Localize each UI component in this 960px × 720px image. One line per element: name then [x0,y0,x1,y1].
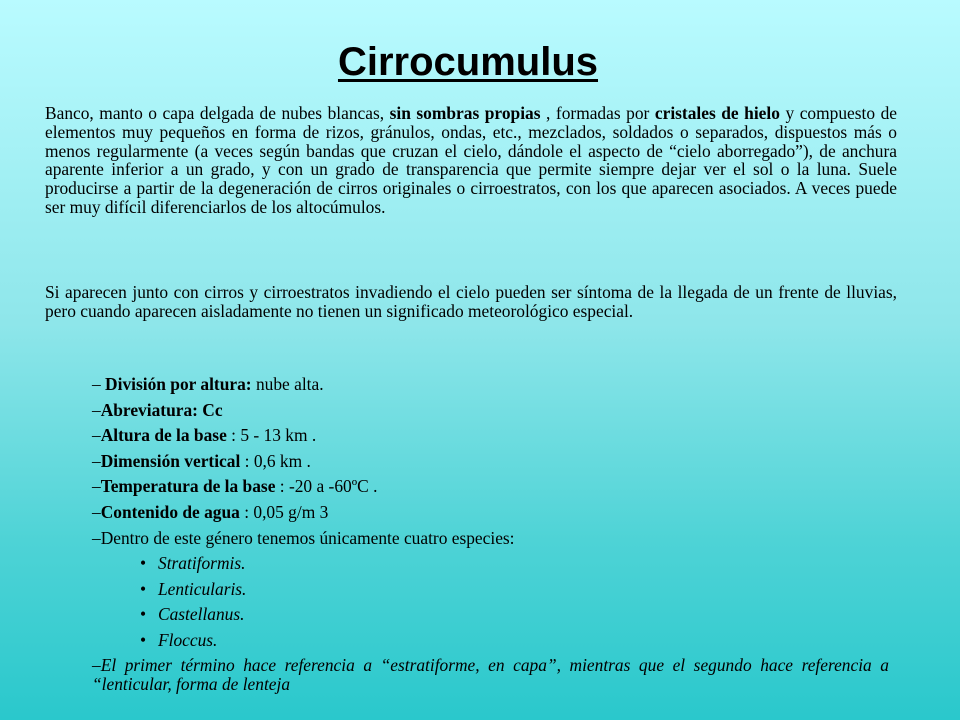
property-item-base-temperature [92,474,912,500]
text-run: , formadas por [540,103,655,123]
property-value: : 0,05 g/m 3 [239,501,329,522]
species-name: Floccus. [158,629,218,650]
dash: – [92,399,101,420]
property-item-abbreviation [92,398,912,424]
species-name: Lenticularis. [158,578,247,599]
species-name: Stratiformis. [158,553,246,574]
property-label: Abreviatura: Cc [100,399,223,420]
bullet-icon: • [140,604,147,625]
property-label: División por altura: [105,374,252,394]
bold-text: cristales de hielo [654,103,780,123]
footnote: –El primer término hace referencia a “estratiforme, en capa”, mientras que el segundo hace referencia a “lenticular, forma de lenteja [92,655,889,694]
species-item [92,577,912,603]
property-item-base-height [92,423,912,449]
property-label: Contenido de agua [100,501,240,522]
properties-list [92,372,912,654]
dash: – [92,374,106,394]
property-value: : 5 - 13 km . [226,425,317,446]
species-item [92,602,912,628]
property-item-vertical-dimension [92,449,912,475]
species-item [92,628,912,654]
property-item-altitude-division [92,372,912,398]
property-label: Altura de la base [100,425,227,446]
property-value: : -20 a -60ºC . [275,476,378,497]
property-value: nube alta. [251,374,324,394]
dash: – [92,476,101,497]
species-intro: –Dentro de este género tenemos únicamente cuatro especies: [92,527,515,548]
property-value: : 0,6 km . [240,450,311,471]
text-run: Banco, manto o capa delgada de nubes blancas, [45,103,390,123]
text-run: y compuesto de elementos muy pequeños en forma de rizos, gránulos, ondas, etc., mezclados, soldados o separados, dispuestos más o menos regularmente (a veces según bandas que cruzan el cielo, dándole el aspecto de “cielo aborregado”), de anchura aparente inferior a un grado, y con un grado de transparencia que permite siempre dejar ver el sol o la luna. Suele producirse a partir de la degeneración de cirros originales o cirroestratos, con los que aparecen asociados. A veces puede ser muy difícil diferenciarlos de los altocúmulos. [45,103,897,217]
property-label: Temperatura de la base [100,476,276,497]
significance-paragraph: Si aparecen junto con cirros y cirroestratos invadiendo el cielo pueden ser síntoma de la llegada de un frente de lluvias, pero cuando aparecen aisladamente no tienen un significado meteorológico especial. [45,282,897,321]
dash: – [92,501,101,522]
bold-text: sin sombras propias [389,103,541,123]
bullet-icon: • [140,553,147,574]
species-name: Castellanus. [158,604,245,625]
property-label: Dimensión vertical [100,450,241,471]
page-title: Cirrocumulus [337,40,599,84]
description-paragraph [45,104,897,217]
species-item [92,551,912,577]
bullet-icon: • [140,629,147,650]
bullet-icon: • [140,578,147,599]
property-item-water-content [92,500,912,526]
dash: – [92,425,101,446]
dash: – [92,450,101,471]
